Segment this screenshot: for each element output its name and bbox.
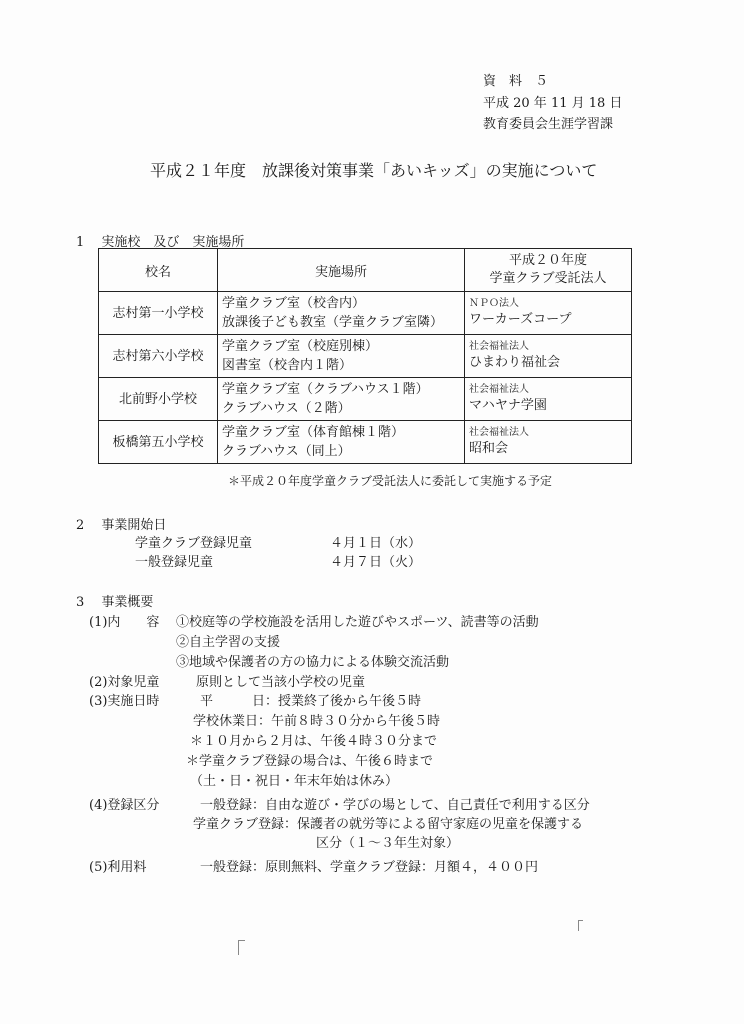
corporation-name: ひまわり福祉会	[469, 355, 561, 370]
corporation-cell	[465, 421, 632, 464]
target-label: (2)対象児童	[89, 675, 160, 690]
school-name: 板橋第五小学校	[99, 421, 218, 464]
table-row	[99, 292, 632, 335]
hours-holiday: 学校休業日：午前８時３０分から午後５時	[193, 714, 441, 729]
place-line: 学童クラブ室（校舎内）	[222, 296, 366, 311]
place-line: 学童クラブ室（クラブハウス１階）	[222, 382, 429, 397]
place-cell	[218, 421, 465, 464]
start-item-date: ４月１日（水）	[330, 536, 422, 551]
place-line: 学童クラブ室（体育館棟１階）	[222, 425, 405, 440]
registration-general: 一般登録：自由な遊び・学びの場として、自己責任で利用する区分	[200, 798, 590, 813]
place-line: 放課後子ども教室（学童クラブ室隣）	[222, 315, 444, 330]
scan-mark	[238, 940, 245, 955]
col-corporation-label: 学童クラブ受託法人	[489, 271, 607, 286]
col-place: 実施場所	[218, 249, 465, 292]
section1-heading: 1 実施校 及び 実施場所	[76, 235, 245, 250]
place-line: クラブハウス（２階）	[222, 401, 351, 416]
registration-label: (4)登録区分	[89, 798, 160, 813]
document-title: 平成２１年度 放課後対策事業「あいキッズ」の実施について	[150, 161, 598, 180]
corporation-type: 社会福祉法人	[469, 341, 529, 352]
content-item: ③地域や保護者の方の協力による体験交流活動	[176, 655, 450, 670]
school-name: 志村第六小学校	[99, 335, 218, 378]
start-item-date: ４月７日（火）	[330, 555, 422, 570]
hours-note: ＊学童クラブ登録の場合は、午後６時まで	[186, 754, 434, 769]
corporation-cell	[465, 292, 632, 335]
content-label: (1)内 容	[89, 615, 160, 630]
school-name: 志村第一小学校	[99, 292, 218, 335]
corporation-name: マハヤナ学園	[469, 398, 547, 413]
fee-label: (5)利用料	[89, 860, 147, 875]
table-row	[99, 335, 632, 378]
school-table	[98, 248, 632, 464]
registration-club: 学童クラブ登録：保護者の就労等による留守家庭の児童を保護する	[193, 817, 584, 832]
target-text: 原則として当該小学校の児童	[196, 675, 366, 690]
place-line: 図書室（校舎内１階）	[222, 358, 353, 373]
document-date: 平成 20 年 11 月 18 日	[483, 96, 623, 111]
table-row	[99, 378, 632, 421]
place-line: クラブハウス（同上）	[222, 444, 351, 459]
col-school-name: 校名	[99, 249, 218, 292]
content-item: ②自主学習の支援	[176, 635, 281, 650]
col-corporation	[465, 249, 632, 292]
table-row	[99, 421, 632, 464]
start-item-label: 学童クラブ登録児童	[135, 536, 253, 551]
corporation-type: 社会福祉法人	[469, 427, 529, 438]
fee-text: 一般登録：原則無料、学童クラブ登録：月額４，４００円	[200, 860, 539, 875]
registration-club-cont: 区分（１～３年生対象）	[316, 836, 460, 851]
document-department: 教育委員会生涯学習課	[483, 117, 614, 132]
school-name: 北前野小学校	[99, 378, 218, 421]
table-note: ＊平成２０年度学童クラブ受託法人に委託して実施する予定	[228, 474, 553, 488]
section3-heading: 3 事業概要	[76, 595, 154, 610]
corporation-cell	[465, 335, 632, 378]
place-cell	[218, 292, 465, 335]
scan-mark	[578, 920, 583, 931]
corporation-name: 昭和会	[469, 441, 509, 456]
hours-weekday: 平 日：授業終了後から午後５時	[200, 694, 422, 709]
section2-heading: 2 事業開始日	[76, 518, 167, 533]
corporation-cell	[465, 378, 632, 421]
hours-note: （土・日・祝日・年末年始は休み）	[190, 774, 399, 789]
table-header-row	[99, 249, 632, 292]
hours-note: ＊１０月から２月は、午後４時３０分まで	[190, 734, 438, 749]
corporation-name: ワーカーズコープ	[469, 312, 572, 327]
start-item-label: 一般登録児童	[135, 555, 214, 570]
place-cell	[218, 335, 465, 378]
corporation-type: ＮＰＯ法人	[469, 298, 519, 309]
content-item: ①校庭等の学校施設を活用した遊びやスポーツ、読書等の活動	[176, 615, 539, 630]
hours-label: (3)実施日時	[89, 694, 160, 709]
place-line: 学童クラブ室（校庭別棟）	[222, 339, 379, 354]
place-cell	[218, 378, 465, 421]
col-corporation-year: 平成２０年度	[508, 253, 587, 268]
document-label: 資 料 ５	[483, 74, 549, 89]
corporation-type: 社会福祉法人	[469, 384, 529, 395]
